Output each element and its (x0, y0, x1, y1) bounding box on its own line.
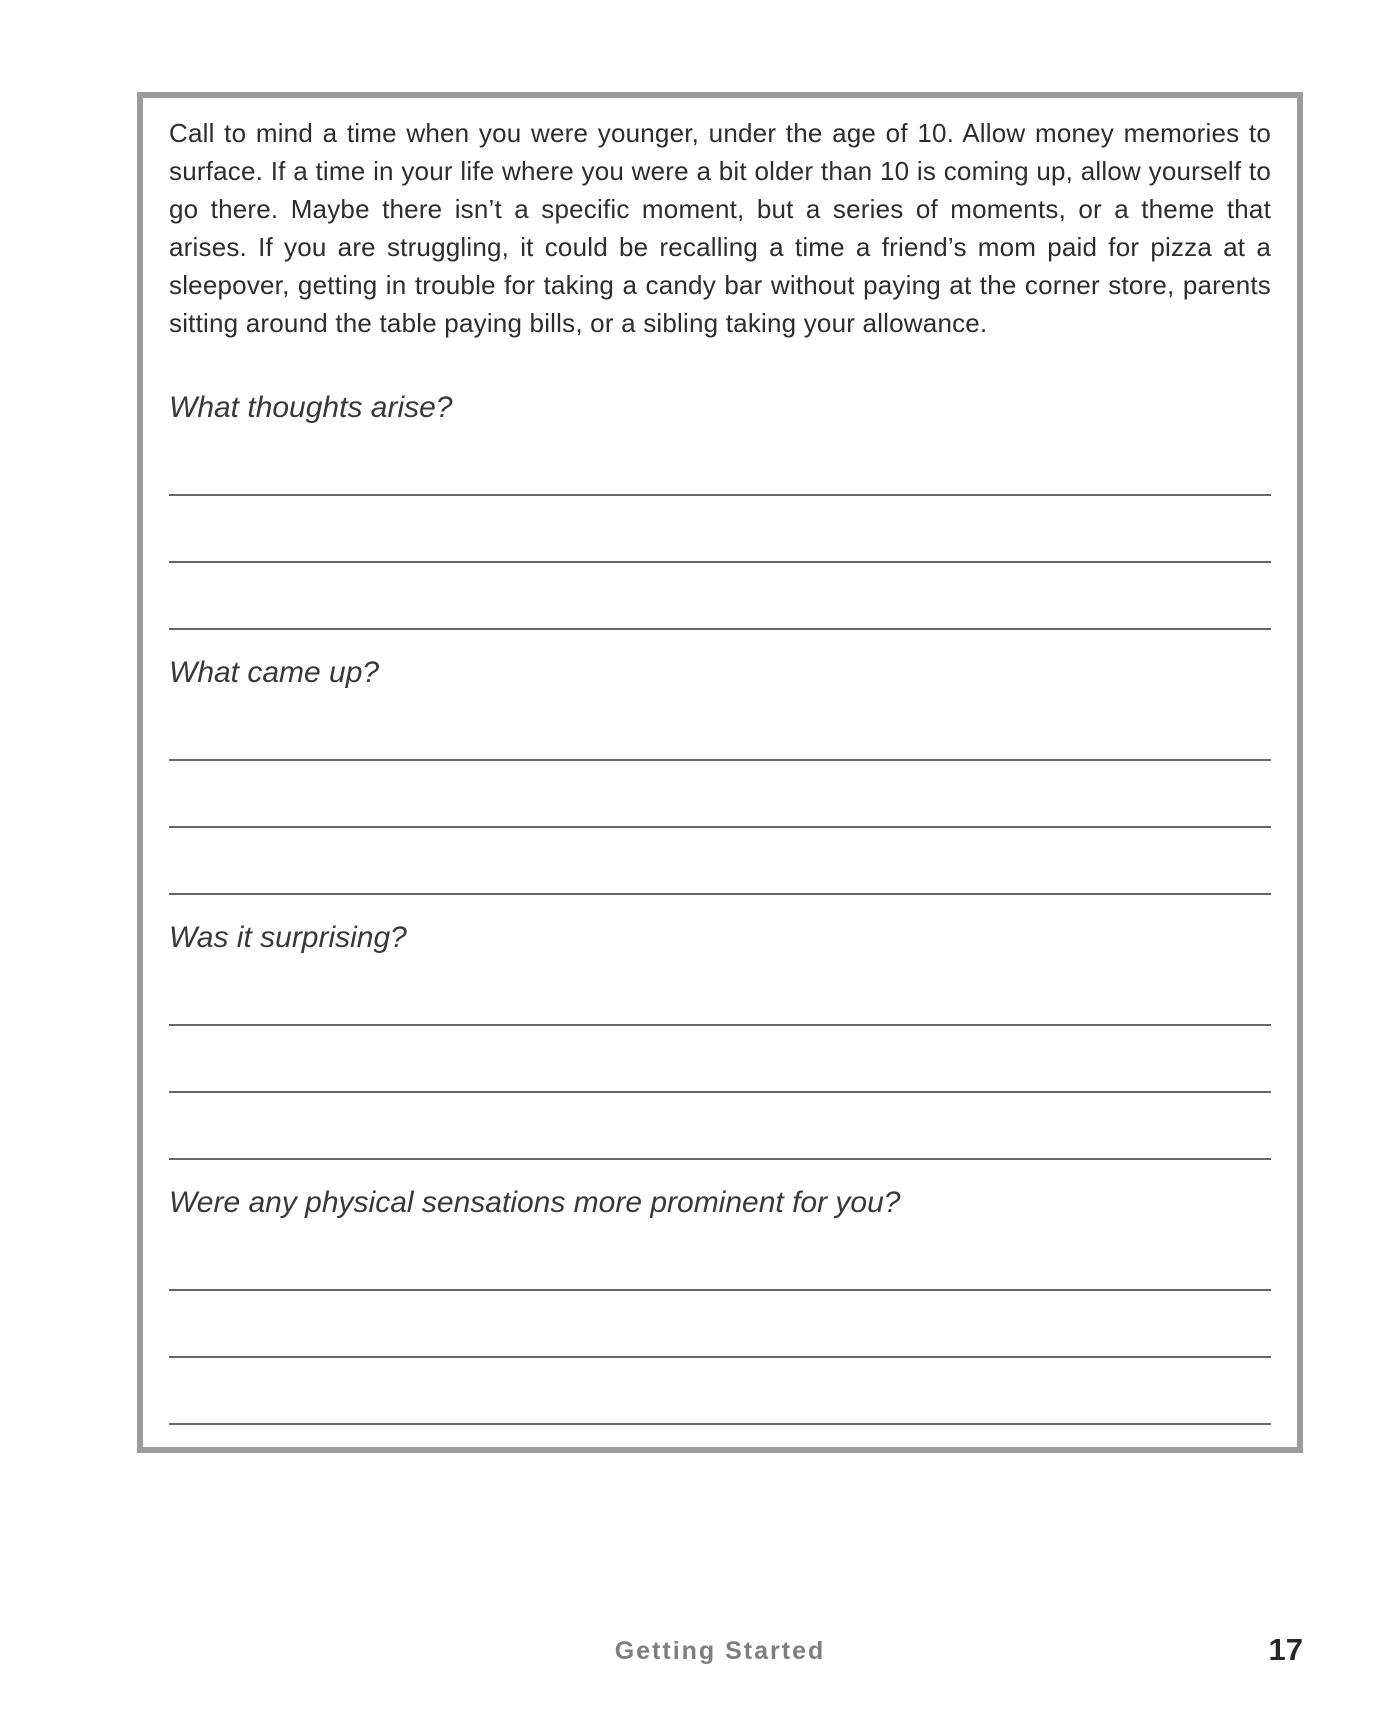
answer-line (169, 563, 1271, 630)
answer-lines-group-3 (169, 959, 1271, 1160)
answer-lines-group-1 (169, 429, 1271, 630)
prompt-was-it-surprising: Was it surprising? (169, 921, 407, 954)
page-footer (137, 1634, 1303, 1674)
answer-line (169, 1291, 1271, 1358)
intro-paragraph: Call to mind a time when you were younger, under the age of 10. Allow money memories to surface. If a time in your life where you were a bit older than 10 is coming up, allow yourself to go there. Maybe there isn’t a specific moment, but a series of moments, or a theme that arises. If you are struggling, it could be recalling a time a friend’s mom paid for pizza at a sleepover, getting in trouble for taking a candy bar without paying at the corner store, parents sitting around the table paying bills, or a sibling taking your allowance. (169, 118, 1271, 338)
answer-lines-group-2 (169, 694, 1271, 895)
answer-line (169, 496, 1271, 563)
prompt-what-came-up: What came up? (169, 656, 380, 689)
answer-line (169, 959, 1271, 1026)
worksheet-box (137, 92, 1303, 1453)
answer-line (169, 694, 1271, 761)
worksheet-box-content (143, 114, 1297, 1447)
answer-line (169, 1224, 1271, 1291)
answer-lines-group-4 (169, 1224, 1271, 1425)
answer-line (169, 1026, 1271, 1093)
answer-line (169, 1358, 1271, 1425)
footer-section-title: Getting Started (614, 1637, 826, 1665)
answer-line (169, 761, 1271, 828)
footer-page-number: 17 (1268, 1632, 1303, 1667)
prompt-what-thoughts-arise: What thoughts arise? (169, 391, 453, 424)
answer-line (169, 429, 1271, 496)
prompt-physical-sensations: Were any physical sensations more prominent for you? (169, 1186, 901, 1219)
answer-line (169, 828, 1271, 895)
answer-line (169, 1093, 1271, 1160)
